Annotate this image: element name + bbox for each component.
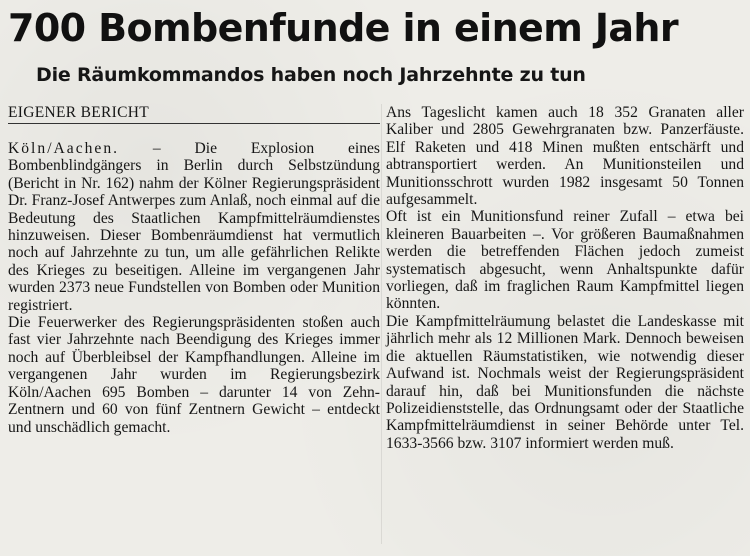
right-column bbox=[386, 104, 744, 452]
paragraph: Oft ist ein Munitionsfund reiner Zufall – etwa bei kleineren Bauarbeiten –. Vor größeren Baumaßnahmen werden die betreffenden Flächen jedoch zumeist systematisch abgesucht, wenn Anhaltspunkte dafür vorliegen, daß im fraglichen Raum Kampfmittel liegen könnten. bbox=[386, 208, 744, 313]
dateline-place: Köln/Aachen. bbox=[8, 140, 120, 157]
left-column bbox=[8, 140, 380, 436]
headline: 700 Bombenfunde in einem Jahr bbox=[8, 6, 679, 50]
subheadline: Die Räumkommandos haben noch Jahrzehnte zu tun bbox=[36, 64, 586, 86]
byline: EIGENER BERICHT bbox=[8, 104, 380, 124]
paragraph: Die Kampfmittelräumung belastet die Landeskasse mit jährlich mehr als 12 Millionen Mark. Dennoch beweisen die aktuellen Räumstatistiken, wie notwendig dieser Aufwand ist. Nochmals weist der Regierungspräsident darauf hin, daß bei Munitionsfunden die nächste Polizeidienststelle, das Ordnungsamt oder der Staatliche Kampfmittelräumdienst in seiner Behörde unter Tel. 1633-3566 bzw. 3107 informiert werden muß. bbox=[386, 312, 744, 452]
paragraph: Ans Tageslicht kamen auch 18 352 Granaten aller Kaliber und 2805 Gewehrgranaten bzw. Panzerfäuste. Elf Raketen und 418 Minen mußten entschärft und abtransportiert werden. An Munitionsteilen und Munitionsschrott wurden 1982 insgesamt 50 Tonnen aufgesammelt. bbox=[386, 104, 744, 209]
column-gap bbox=[381, 104, 382, 544]
paragraph-text: – Die Explosion eines Bombenblindgängers in Berlin durch Selbstzündung (Bericht in Nr. 162) nahm der Kölner Regierungspräsident Dr. Franz-Josef Antwerpes zum Anlaß, noch einmal auf die Bedeutung des Staatlichen Kampfmittelräumdienstes hinzuweisen. Dieser Bombenräumdienst hat vermutlich noch auf Jahrzehnte zu tun, um alle gefährlichen Relikte des Krieges zu beseitigen. Alleine im vergangenen Jahr wurden 2373 neue Fundstellen von Bomben oder Munition registriert. bbox=[8, 140, 380, 314]
paragraph: Die Feuerwerker des Regierungspräsidenten stoßen auch fast vier Jahrzehnte nach Beendigung des Krieges immer noch auf Überbleibsel der Kampfhandlungen. Alleine im vergangenen Jahr wurden im Regierungsbezirk Köln/Aachen 695 Bomben – darunter 14 von Zehn-Zentnern und 60 von fünf Zentnern Gewicht – entdeckt und unschädlich gemacht. bbox=[8, 314, 380, 436]
paragraph bbox=[8, 140, 380, 314]
